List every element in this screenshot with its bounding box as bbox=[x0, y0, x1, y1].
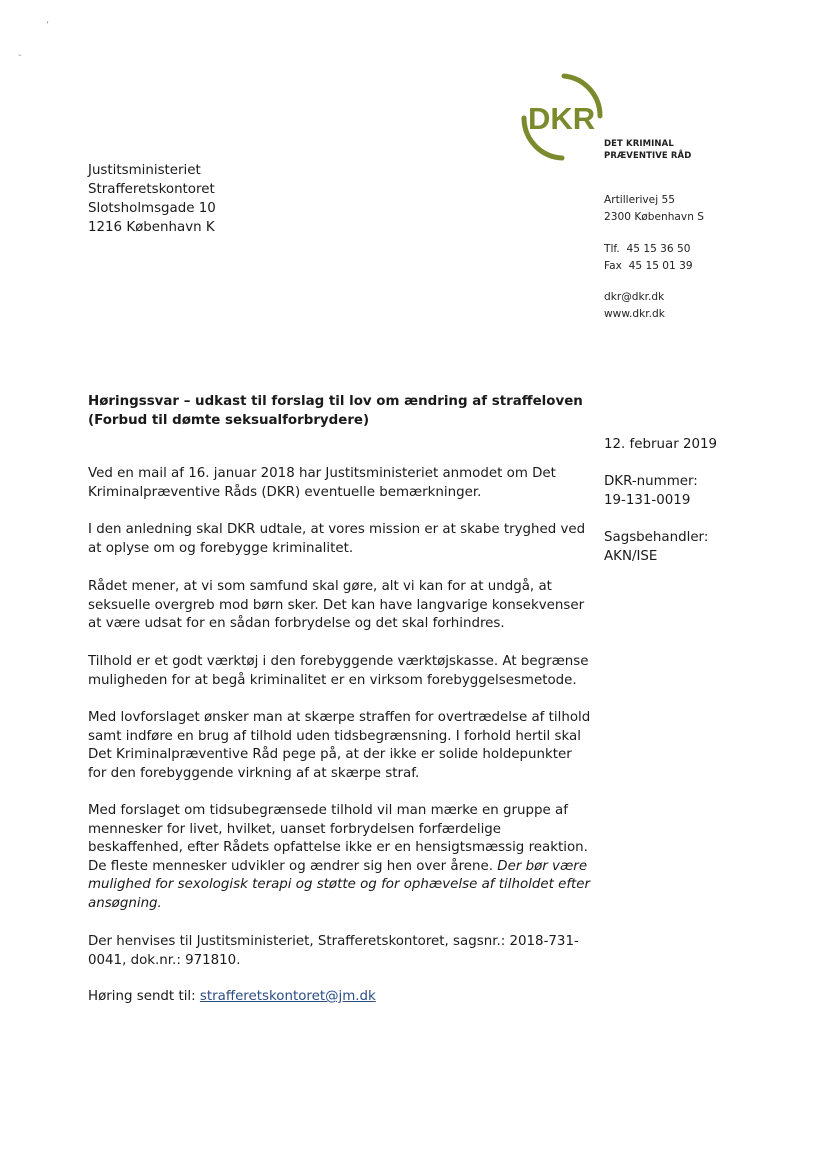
logo-text: DKR bbox=[528, 101, 596, 136]
contact-street: Artillerivej 55 bbox=[604, 194, 675, 206]
sender-contact bbox=[604, 192, 704, 225]
recipient-address bbox=[88, 161, 216, 237]
contact-website[interactable]: www.dkr.dk bbox=[604, 307, 665, 320]
scan-mark: ‘ bbox=[46, 20, 50, 31]
contact-email[interactable]: dkr@dkr.dk bbox=[604, 291, 665, 303]
org-name-line: PRÆVENTIVE RÅD bbox=[604, 151, 692, 161]
hearing-email-link[interactable]: strafferetskontoret@jm.dk bbox=[199, 989, 376, 1004]
subject-line: (Forbud til dømte seksualforbrydere) bbox=[88, 413, 370, 428]
hearing-label: Høring sendt til: bbox=[88, 989, 200, 1004]
recipient-line: Justitsministeriet bbox=[88, 163, 201, 178]
dkr-number-label: DKR-nummer: bbox=[604, 474, 698, 489]
handler-label: Sagsbehandler: bbox=[604, 530, 709, 545]
dkr-logo bbox=[516, 72, 608, 164]
recipient-line: Strafferetskontoret bbox=[88, 182, 215, 197]
reference-paragraph: Der henvises til Justitsministeriet, Strafferetskontoret, sagsnr.: 2018-731- 0041, dok.nr.: 971810. bbox=[88, 934, 579, 968]
sender-phone bbox=[604, 241, 693, 274]
body-paragraph-3: Rådet mener, at vi som samfund skal gøre, alt vi kan for at undgå, at seksuelle overgreb mod børn sker. Det kan have langvarige konsekvenser at være udsat for en sådan forbrydelse og det skal forhindres. bbox=[88, 579, 585, 632]
letter-date: 12. februar 2019 bbox=[604, 437, 718, 452]
body-paragraph-4: Tilhold er et godt værktøj i den forebyggende værktøjskasse. At begrænse muligheden for at begå kriminalitet er en virksom forebyggelsesmetode. bbox=[88, 654, 589, 688]
dkr-number-block bbox=[604, 472, 698, 510]
body-paragraph-2: I den anledning skal DKR udtale, at vores mission er at skabe tryghed ved at oplyse om og forebygge kriminalitet. bbox=[88, 522, 586, 556]
recipient-line: Slotsholmsgade 10 bbox=[88, 201, 216, 216]
subject-line: Høringssvar – udkast til forslag til lov om ændring af straffeloven bbox=[88, 394, 583, 409]
hearing-line bbox=[88, 988, 598, 1007]
contact-phone: Tlf. 45 15 36 50 bbox=[604, 243, 691, 255]
contact-fax: Fax 45 15 01 39 bbox=[604, 259, 693, 272]
handler: AKN/ISE bbox=[604, 549, 658, 564]
sender-web bbox=[604, 289, 665, 322]
org-name bbox=[604, 138, 691, 162]
scan-mark: - bbox=[18, 50, 22, 61]
body-paragraph-6 bbox=[88, 802, 598, 914]
dkr-number: 19-131-0019 bbox=[604, 493, 691, 508]
body-paragraph-1: Ved en mail af 16. januar 2018 har Justitsministeriet anmodet om Det Kriminalpræventive Råds (DKR) eventuelle bemærkninger. bbox=[88, 466, 556, 500]
paragraph-6-italic: Der bør være mulighed for sexologisk terapi og støtte og for ophævelse af tilholdet efter ansøgning. bbox=[88, 858, 591, 911]
letter-subject bbox=[88, 392, 608, 430]
handler-block bbox=[604, 528, 708, 566]
body-paragraph-5: Med lovforslaget ønsker man at skærpe straffen for overtrædelse af tilhold samt indføre en brug af tilhold uden tidsbegrænsning. I forhold hertil skal Det Kriminalpræventive Råd pege på, at der ikke er solide holdepunkter for den forebyggende virkning af at skærpe straf. bbox=[88, 710, 591, 781]
paragraph-6-regular: Med forslaget om tidsubegrænsede tilhold vil man mærke en gruppe af mennesker for livet, hvilket, uanset forbrydelsen forfærdelige beskaffenhed, efter Rådets opfattelse ikke er en hensigtsmæssig reaktion. De fleste mennesker udvikler og ændrer sig hen over årene. bbox=[88, 803, 588, 874]
org-name-line: DET KRIMINAL bbox=[604, 139, 674, 149]
contact-city: 2300 København S bbox=[604, 210, 704, 223]
recipient-line: 1216 København K bbox=[88, 220, 215, 235]
